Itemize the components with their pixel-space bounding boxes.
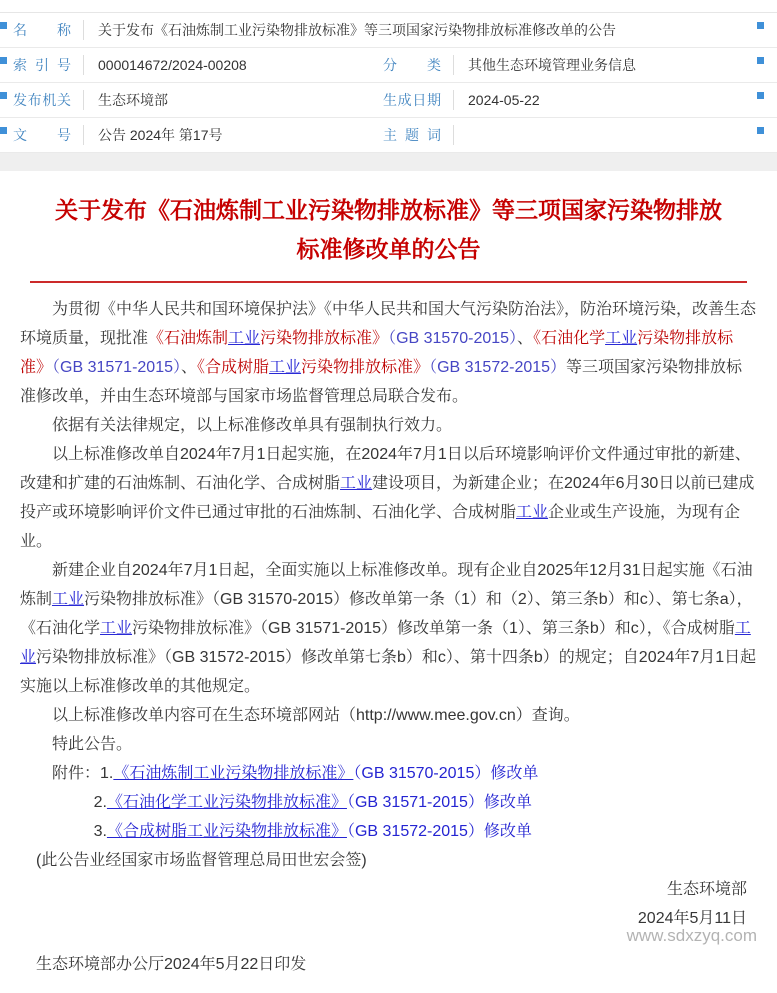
paragraph-text: 、 [517,330,534,347]
paragraph [20,440,757,556]
paragraph-text: 依据有关法律规定，以上标准修改单具有强制执行效力。 [52,417,453,434]
site-watermark: www.sdxzyq.com [626,926,757,945]
paragraph [20,411,757,440]
meta-row-agency-date [0,83,777,118]
meta-table [0,12,777,153]
keyword-link[interactable]: 工业 [20,620,751,666]
paragraph-text: 特此公告。 [52,736,133,753]
agency-value: 生态环境部 [83,90,370,110]
paragraph-text: 、 [181,359,198,376]
docno-label: 文号 [13,127,71,143]
keyword-link[interactable]: 工业 [269,359,302,376]
standard-title-link[interactable]: 《合成树脂 [197,359,270,376]
paragraph-text: 污染物排放标准》（GB 31570-2015）修改单第一条（1）和（2）、第三条b）和c）、第七条a），《石油化学 [20,591,753,637]
subject-label: 主题词 [383,127,441,143]
meta-row-docno-subject [0,118,777,153]
index-value: 000014672/2024-00208 [83,55,370,75]
paragraph-text: 以上标准修改单内容可在生态环境部网站（http://www.mee.gov.cn）查询。 [52,707,580,724]
attachment-item [20,788,757,817]
keyword-link[interactable]: 工业 [516,504,549,521]
keyword-link[interactable]: 工业 [52,591,85,608]
gb-code-link[interactable]: （GB 31571-2015） [52,359,181,376]
section-divider [0,153,777,171]
paragraph [20,556,757,701]
paragraph-text: 污染物排放标准》（GB 31571-2015）修改单第一条（1）、第三条b）和c），《合成树脂 [132,620,735,637]
page-title: 关于发布《石油炼制工业污染物排放标准》等三项国家污染物排放标准修改单的公告 [55,197,722,262]
attachment-link-suffix[interactable]: （GB 31570-2015）修改单 [353,765,539,782]
standard-title-link[interactable]: 污染物排放标准》 [20,330,734,376]
paragraph-text: 建设项目，为新建企业；在2024年6月30日以前已建成投产或环境影响评价文件已通过审批的石油炼制、石油化学、合成树脂 [20,475,755,521]
meta-row-name [0,13,777,48]
row-marker-icon [757,92,764,99]
gen-date-label: 生成日期 [383,92,441,108]
standard-title-link[interactable]: 《石油炼制 [148,330,229,347]
gen-date-value: 2024-05-22 [453,90,777,110]
sign-date: 2024年5月11日 [637,910,747,927]
attachment-item [20,759,757,788]
paragraph-text: 新建企业自2024年7月1日起，全面实施以上标准修改单。现有企业自2025年12月31日起实施《石油炼制 [20,562,753,608]
row-marker-icon [757,127,764,134]
keyword-link[interactable]: 工业 [605,330,638,347]
paragraph-text: 以上标准修改单自2024年7月1日起实施，在2024年7月1日以后环境影响评价文件通过审批的新建、改建和扩建的石油炼制、石油化学、合成树脂 [20,446,751,492]
keyword-link[interactable]: 工业 [100,620,133,637]
category-value: 其他生态环境管理业务信息 [453,55,777,75]
print-note: 生态环境部办公厅2024年5月22日印发 [36,956,307,973]
docno-value: 公告 2024年 第17号 [83,125,370,145]
title-divider [30,281,747,283]
keyword-link[interactable]: 工业 [340,475,373,492]
index-label: 索引号 [13,57,71,73]
keyword-link[interactable]: 工业 [228,330,261,347]
cosign-note: (此公告业经国家市场监督管理总局田世宏会签) [36,852,367,869]
attachment-link[interactable]: 《石油炼制工业污染物排放标准》 [113,765,354,782]
meta-row-index-category [0,48,777,83]
standard-title-link[interactable]: 污染物排放标准》 [301,359,430,376]
paragraph-text: 等三项国家污染物排放标准修改单，并由生态环境部与国家市场监督管理总局联合发布。 [20,359,743,405]
row-marker-icon [757,57,764,64]
paragraph-text: 为贯彻《中华人民共和国环境保护法》《中华人民共和国大气污染防治法》，防治环境污染，改善生态环境质量，现批准 [20,301,757,347]
attachment-item [20,817,757,846]
attachment-number: 3. [93,823,107,840]
name-label: 名称 [13,22,71,38]
attachment-number: 1. [100,765,114,782]
paragraph [20,701,757,730]
category-label: 分类 [383,57,441,73]
attachments-prefix: 附件： [52,765,101,782]
row-marker-icon [0,57,7,64]
row-marker-icon [0,92,7,99]
attachment-number: 2. [93,794,107,811]
attachment-link-suffix[interactable]: （GB 31572-2015）修改单 [346,823,532,840]
standard-title-link[interactable]: 污染物排放标准》 [260,330,389,347]
gb-code-link[interactable]: （GB 31572-2015） [429,359,567,376]
name-value: 关于发布《石油炼制工业污染物排放标准》等三项国家污染物排放标准修改单的公告 [83,20,777,40]
paragraph-text: 企业或生产设施，为现有企业。 [20,504,741,550]
row-marker-icon [0,22,7,29]
gb-code-link[interactable]: （GB 31570-2015） [388,330,518,347]
subject-value [453,125,777,145]
agency-label: 发布机关 [13,92,71,108]
paragraph [20,295,757,411]
document-content [0,171,777,979]
attachment-link-suffix[interactable]: （GB 31571-2015）修改单 [346,794,532,811]
paragraph-text: 污染物排放标准》（GB 31572-2015）修改单第七条b）和c）、第十四条b）的规定；自2024年7月1日起实施以上标准修改单的其他规定。 [20,649,757,695]
standard-title-link[interactable]: 《石油化学 [533,330,606,347]
paragraph [20,730,757,759]
row-marker-icon [0,127,7,134]
row-marker-icon [757,22,764,29]
attachment-link[interactable]: 《石油化学工业污染物排放标准》 [106,794,347,811]
attachment-link[interactable]: 《合成树脂工业污染物排放标准》 [106,823,347,840]
signer-name: 生态环境部 [666,881,747,898]
